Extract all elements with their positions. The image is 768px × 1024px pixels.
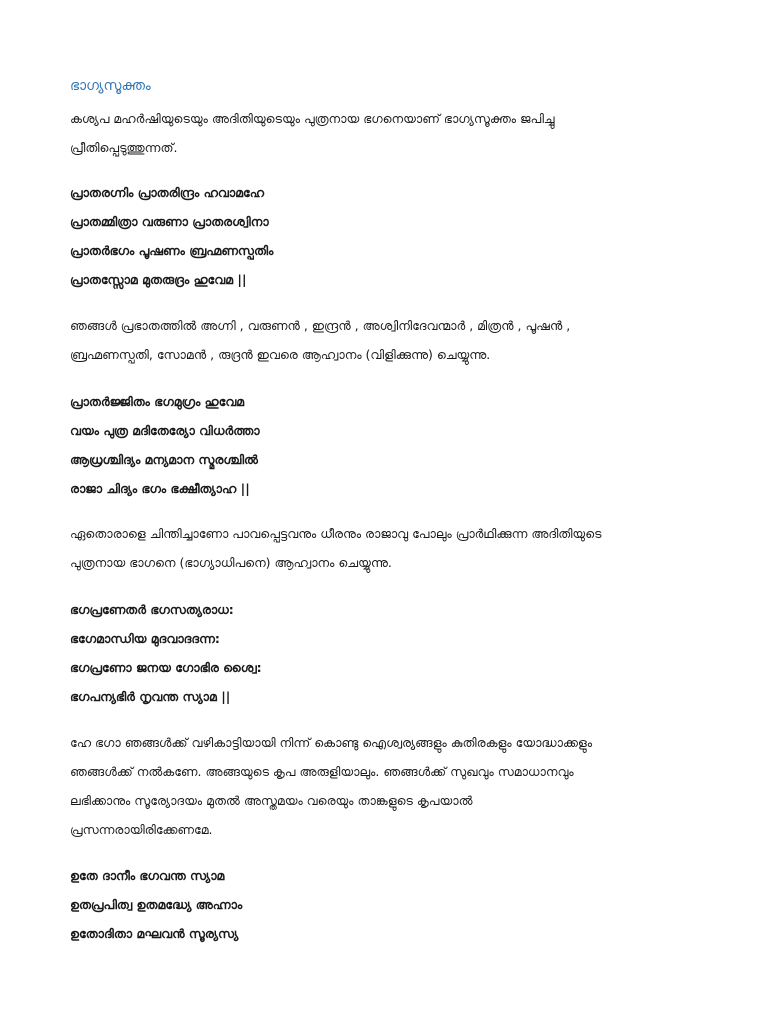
text-line: ഏതൊരാളെ ചിന്തിച്ചാണോ പാവപ്പെട്ടവനും ധീരനും രാജാവു പോലും പ്രാർഥിക്കുന്ന അദിതിയുടെ	[70, 526, 602, 541]
verse-block-2	[70, 387, 260, 503]
verse-line: ഭഗപ്രണോ ജനയ ഗോഭിര ശ്വൈ:	[70, 660, 262, 675]
verse-line: പ്രാതരഗ്നിം പ്രാതരിന്ദ്രം ഹവാമഹേ	[70, 185, 265, 200]
text-line: ഞങ്ങൾ പ്രഭാതത്തിൽ അഗ്നി , വരുണൻ , ഇന്ദ്രൻ , അശ്വിനിദേവന്മാർ , മിത്രൻ , പൂഷൻ ,	[70, 318, 571, 333]
text-line: ബ്രഹ്മണസ്പതി, സോമൻ , രുദ്രൻ ഇവരെ ആഹ്വാനം (വിളിക്കുന്നു) ചെയ്യുന്നു.	[70, 347, 491, 362]
verse-block-4	[70, 861, 242, 948]
verse-line: ഭഗേമാന്ധിയ മുദവാദദന്ന:	[70, 631, 220, 646]
meaning-paragraph-1	[70, 311, 700, 369]
verse-line: പ്രാതസ്സോമ മുതരുദ്രം ഹുവേമ ||	[70, 272, 247, 287]
verse-line: ഉതേ ദാനീം ഭഗവന്ത സ്യാമ	[70, 868, 225, 883]
verse-line: ആധ്രശ്ചിദ്യം മന്യമാന സ്മരശ്ചിൽ	[70, 452, 258, 467]
verse-line: പ്രാതർഭഗം പൂഷണം ബ്രഹ്മണസ്പതിം	[70, 243, 274, 258]
verse-block-3	[70, 595, 262, 711]
verse-block-1	[70, 178, 273, 294]
verse-line: ഭഗപ്രണേതർ ഭഗസത്യരാധ:	[70, 602, 234, 617]
verse-line: രാജാ ചിദ്യം ഭഗം ഭക്ഷീത്യാഹ ||	[70, 481, 250, 496]
meaning-paragraph-2	[70, 519, 700, 577]
meaning-paragraph-3	[70, 728, 700, 844]
intro-paragraph	[70, 104, 700, 162]
verse-line: വയം പുത്ര മദിതേര്യോ വിധർത്താ	[70, 423, 260, 438]
text-line: ഹേ ഭഗാ ഞങ്ങൾക്ക് വഴികാട്ടിയായി നിന്ന് കൊണ്ടു ഐശ്വര്യങ്ങളും കുതിരകളും യോദ്ധാക്കളും	[70, 735, 593, 750]
text-line: പ്രീതിപ്പെടുത്തുന്നത്.	[70, 140, 178, 155]
verse-line: ഭഗപന്യഭിർ നൃവന്ത സ്യാമ ||	[70, 689, 231, 704]
verse-line: ഉതോദിതാ മഘവൻ സൂര്യസ്യ	[70, 926, 239, 941]
verse-line: ഉതപ്രപിത്വ ഉതമദ്ധ്യേ അഹ്നാം	[70, 897, 243, 912]
text-line: ഞങ്ങൾക്ക് നൽകണേ. അങ്ങയുടെ കൃപ അരുളിയാലും. ഞങ്ങൾക്ക് സുഖവും സമാധാനവും	[70, 764, 574, 779]
document-title: ഭാഗ്യസൂക്തം	[70, 78, 151, 94]
verse-line: പ്രാതർജ്ജിതം ഭഗമുഗ്രം ഹുവേമ	[70, 394, 245, 409]
verse-line: പ്രാതമ്മിത്രാ വരുണാ പ്രാതരശ്വിനാ	[70, 214, 269, 229]
text-line: ലഭിക്കാനും സൂര്യോദയം മുതൽ അസ്തമയം വരെയും താങ്കളുടെ കൃപയാൽ	[70, 793, 473, 808]
text-line: പുത്രനായ ഭാഗനെ (ഭാഗ്യാധിപനെ) ആഹ്വാനം ചെയ്യുന്നു.	[70, 555, 392, 570]
text-line: പ്രസന്നരായിരിക്കേണമേ.	[70, 822, 213, 837]
text-line: കശ്യപ മഹർഷിയുടെയും അദിതിയുടെയും പുത്രനായ ഭഗനെയാണ് ഭാഗ്യസൂക്തം ജപിച്ചു	[70, 111, 555, 126]
